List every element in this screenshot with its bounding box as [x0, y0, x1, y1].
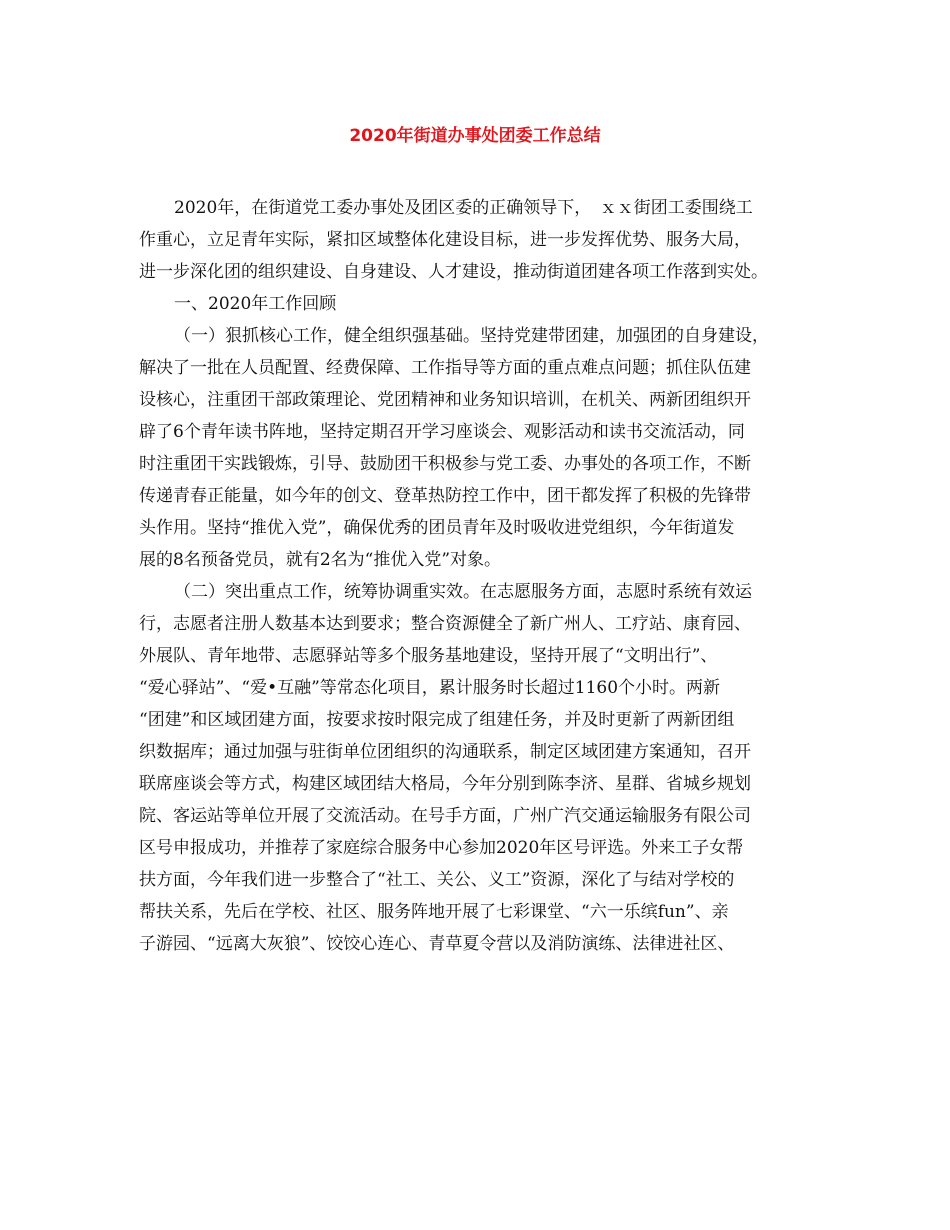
text-line: （二）突出重点工作，统筹协调重实效。在志愿服务方面，志愿时系统有效运 [174, 582, 752, 602]
document-body [139, 192, 819, 960]
text-line: 扶方面，今年我们进一步整合了“社工、关公、义工”资源，深化了与结对学校的 [139, 870, 735, 890]
text-line: 2020年，在街道党工委办事处及团区委的正确领导下， ｘｘ街团工委围绕工 [174, 198, 753, 218]
text-line: 子游园、“远离大灰狼”、饺饺心连心、青草夏令营以及消防演练、法律进社区、 [139, 934, 735, 954]
text-line: 一、2020年工作回顾 [174, 294, 337, 314]
text-line: 联席座谈会等方式，构建区域团结大格局，今年分别到陈李济、星群、省城乡规划 [139, 774, 751, 794]
text-line: 行，志愿者注册人数基本达到要求；整合资源健全了新广州人、工疗站、康育园、 [139, 614, 751, 634]
text-line: 院、客运站等单位开展了交流活动。在号手方面，广州广汽交通运输服务有限公司 [139, 806, 751, 826]
text-line: 进一步深化团的组织建设、自身建设、人才建设，推动街道团建各项工作落到实处。 [139, 262, 768, 282]
document-title: 2020年街道办事处团委工作总结 [349, 126, 601, 146]
text-line: “团建”和区域团建方面，按要求按时限完成了组建任务，并及时更新了两新团组 [139, 710, 735, 730]
text-line: 辟了6个青年读书阵地，坚持定期召开学习座谈会、观影活动和读书交流活动，同 [139, 422, 745, 442]
text-line: 作重心，立足青年实际，紧扣区域整体化建设目标，进一步发挥优势、服务大局， [139, 230, 751, 250]
text-line: 展的8名预备党员，就有2名为“推优入党”对象。 [139, 550, 502, 570]
text-line: 帮扶关系，先后在学校、社区、服务阵地开展了七彩课堂、“六一乐缤fun”、亲 [139, 902, 729, 922]
text-line: “爱心驿站”、“爱•互融”等常态化项目，累计服务时长超过1160个小时。两新 [139, 678, 721, 698]
text-line: 区号申报成功，并推荐了家庭综合服务中心参加2020年区号评选。外来工子女帮 [139, 838, 744, 858]
text-line: 时注重团干实践锻炼，引导、鼓励团干积极参与党工委、办事处的各项工作，不断 [139, 454, 751, 474]
text-line: 传递青春正能量，如今年的创文、登革热防控工作中，团干都发挥了积极的先锋带 [139, 486, 751, 506]
text-line: 解决了一批在人员配置、经费保障、工作指导等方面的重点难点问题；抓住队伍建 [139, 358, 751, 378]
text-line: （一）狠抓核心工作，健全组织强基础。坚持党建带团建，加强团的自身建设， [174, 326, 769, 346]
text-line: 织数据库；通过加强与驻街单位团组织的沟通联系，制定区域团建方案通知，召开 [139, 742, 751, 762]
text-line: 设核心，注重团干部政策理论、党团精神和业务知识培训，在机关、两新团组织开 [139, 390, 751, 410]
text-line: 头作用。坚持“推优入党”，确保优秀的团员青年及时吸收进党组织，今年街道发 [139, 518, 735, 538]
text-line: 外展队、青年地带、志愿驿站等多个服务基地建设，坚持开展了“文明出行”、 [139, 646, 718, 666]
